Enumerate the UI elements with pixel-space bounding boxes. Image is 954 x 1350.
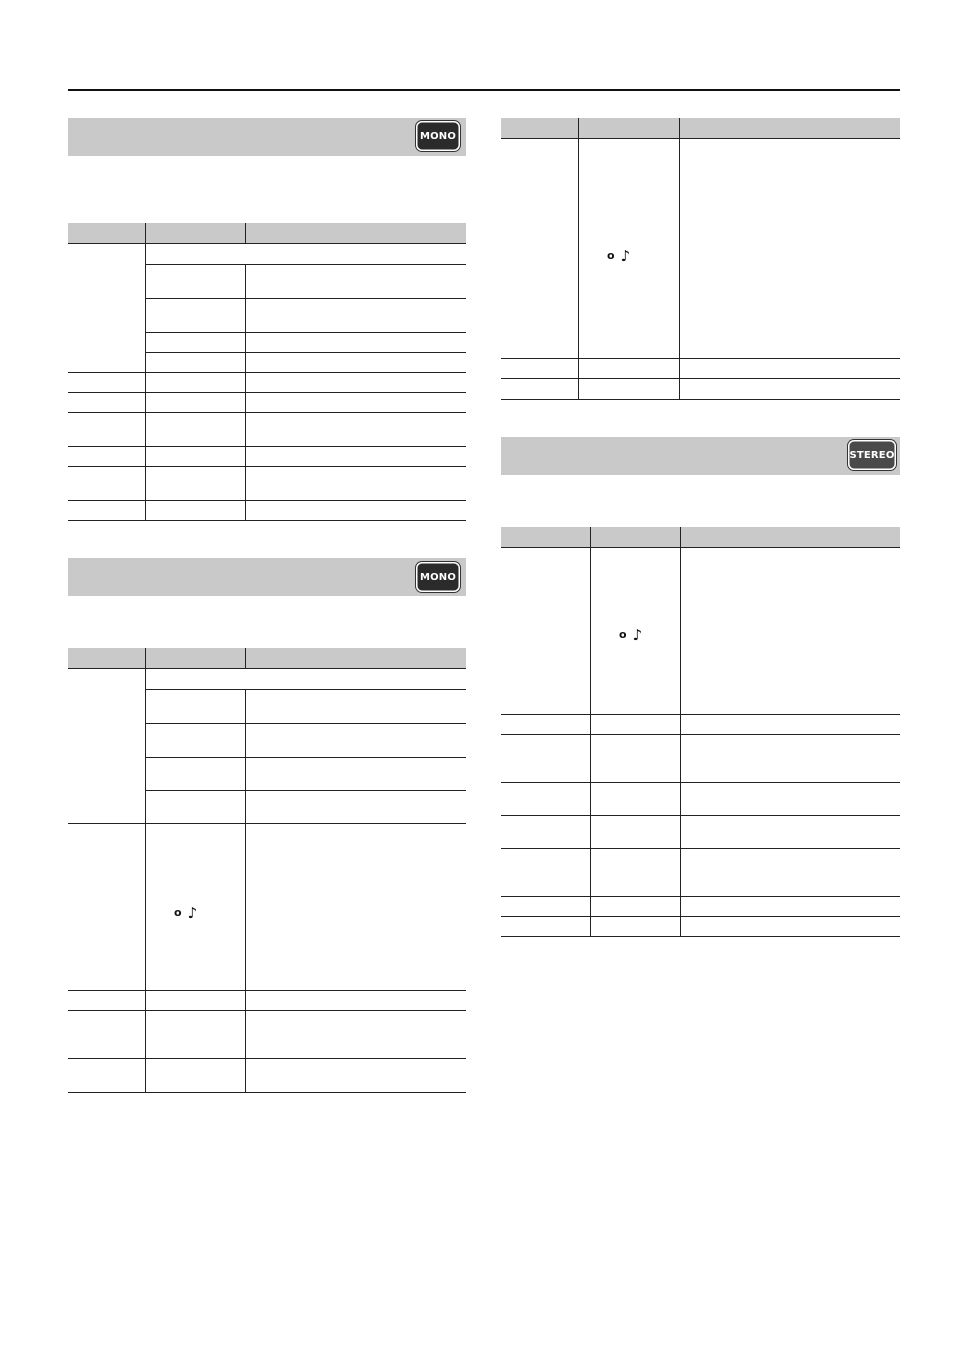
table-row [68, 467, 466, 501]
section-header-bar [68, 118, 466, 156]
table-row [68, 393, 466, 413]
table-row [68, 991, 466, 1011]
table-row [501, 715, 900, 735]
table-row [501, 783, 900, 816]
stereo-badge: STEREO [848, 440, 896, 470]
table-row [501, 917, 900, 937]
whole-note-icon: o [174, 906, 182, 919]
table-row [68, 824, 466, 991]
table-row [145, 333, 466, 353]
table-row [501, 849, 900, 897]
table-row [145, 724, 466, 758]
table-row [68, 413, 466, 447]
mono-badge: MONO [416, 121, 460, 151]
table-row [145, 690, 466, 724]
eighth-note-icon: ♪ [620, 247, 631, 265]
note-icons [607, 249, 630, 264]
table-row [501, 816, 900, 849]
table-header [501, 527, 900, 548]
table-row [501, 897, 900, 917]
page-top-rule [68, 89, 900, 91]
parameter-table [68, 648, 466, 1093]
mono-badge: MONO [416, 562, 460, 592]
table-row [145, 758, 466, 791]
note-icons [619, 628, 642, 643]
note-icons [174, 906, 197, 921]
parameter-table [68, 223, 466, 521]
table-row [501, 548, 900, 715]
table-row [68, 1011, 466, 1059]
table-row [68, 373, 466, 393]
eighth-note-icon: ♪ [632, 626, 643, 644]
section-header-bar [501, 437, 900, 475]
table-row [145, 299, 466, 333]
table-row [68, 791, 466, 824]
whole-note-icon: o [607, 249, 615, 262]
table-header [68, 648, 466, 669]
parameter-table [501, 118, 900, 400]
table-row [68, 1059, 466, 1093]
table-header [68, 223, 466, 244]
table-row [68, 447, 466, 467]
table-row [145, 265, 466, 299]
table-row [501, 359, 900, 379]
table-row [68, 353, 466, 373]
whole-note-icon: o [619, 628, 627, 641]
table-row [145, 244, 466, 265]
table-row [145, 669, 466, 690]
table-row [68, 501, 466, 521]
table-row [501, 139, 900, 359]
table-row [501, 735, 900, 783]
section-header-bar [68, 558, 466, 596]
table-header [501, 118, 900, 139]
parameter-table [501, 527, 900, 937]
eighth-note-icon: ♪ [187, 904, 198, 922]
table-row [501, 379, 900, 400]
